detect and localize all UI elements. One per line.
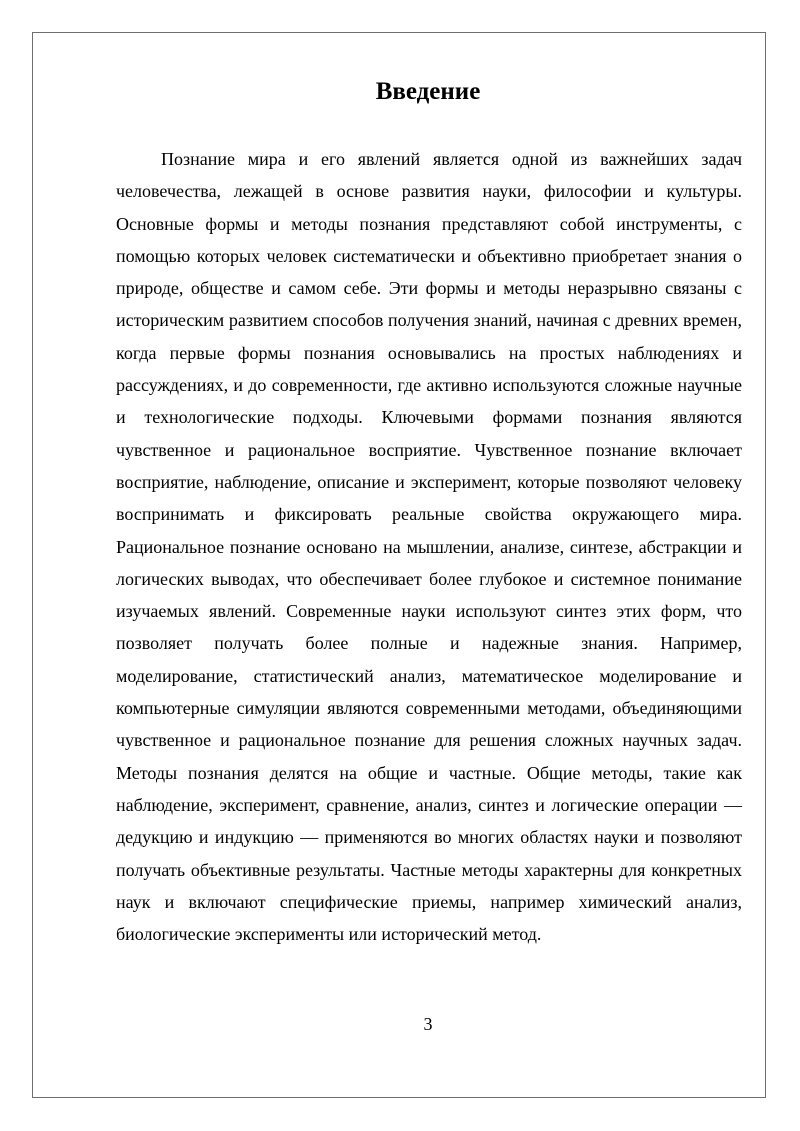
body-paragraph: Познание мира и его явлений является одной из важнейших задач человечества, лежащей в основе развития науки, философии и культуры. Основные формы и методы познания представляют собой инструменты, с помощью которых человек систематически и объективно приобретает знания о природе, обществе и самом себе. Эти формы и методы неразрывно связаны с историческим развитием способов получения знаний, начиная с древних времен, когда первые формы познания основывались на простых наблюдениях и рассуждениях, и до современности, где активно используются сложные научные и технологические подходы. Ключевыми формами познания являются чувственное и рациональное восприятие. Чувственное познание включает восприятие, наблюдение, описание и эксперимент, которые позволяют человеку воспринимать и фиксировать реальные свойства окружающего мира. Рациональное познание основано на мышлении, анализе, синтезе, абстракции и логических выводах, что обеспечивает более глубокое и системное понимание изучаемых явлений. Современные науки используют синтез этих форм, что позволяет получать более полные и надежные знания. Например, моделирование, статистический анализ, математическое моделирование и компьютерные симуляции являются современными методами, объединяющими чувственное и рациональное познание для решения сложных научных задач. Методы познания делятся на общие и частные. Общие методы, такие как наблюдение, эксперимент, сравнение, анализ, синтез и логические операции — дедукцию и индукцию — применяются во многих областях науки и позволяют получать объективные результаты. Частные методы характерны для конкретных наук и включают специфические приемы, например химический анализ, биологические эксперименты или исторический метод. — [116, 149, 742, 945]
document-title: Введение — [375, 78, 481, 105]
page-number: 3 — [423, 1014, 433, 1034]
